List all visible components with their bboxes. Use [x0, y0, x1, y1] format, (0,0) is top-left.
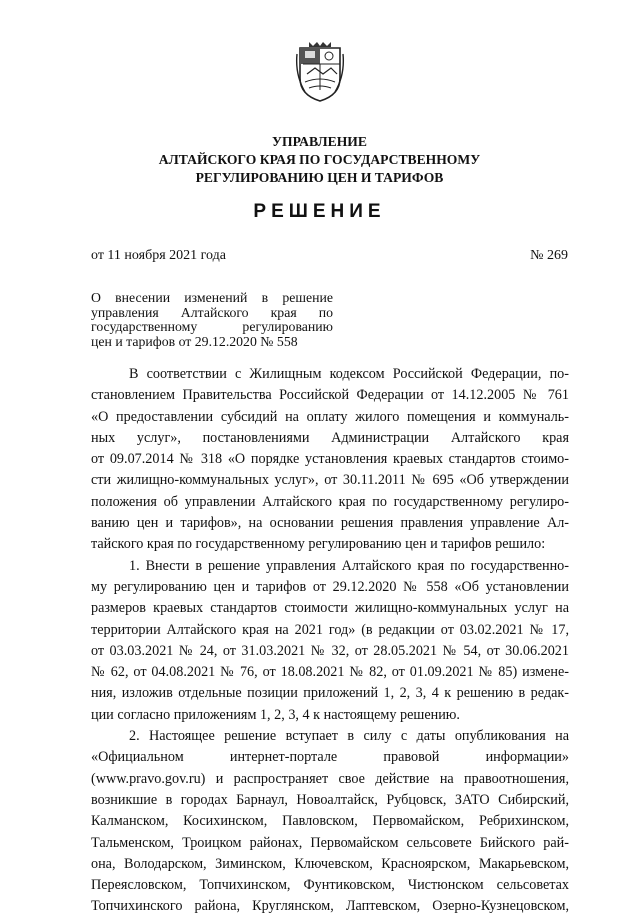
body-line: ции согласно приложениям 1, 2, 3, 4 к настоящему решению.	[91, 706, 460, 723]
authority-header	[0, 133, 639, 187]
subject-line: О внесении изменений в решение	[91, 290, 333, 305]
body-line: ванию цен и тарифов», на основании решения правления управление Ал-	[91, 515, 569, 532]
document-number: № 269	[530, 248, 568, 263]
body-line: становлением Правительства Российской Федерации от 14.12.2005 № 761	[91, 387, 569, 404]
body-line: ных услуг», постановлениями Администрации Алтайского края	[91, 429, 569, 446]
document-subject	[91, 291, 333, 349]
document-title: РЕШЕНИЕ	[253, 201, 386, 222]
body-line: № 62, от 04.08.2021 № 76, от 18.08.2021 № 82, от 01.09.2021 № 85) измене-	[91, 664, 569, 681]
body-line: сти жилищно-коммунальных услуг», от 30.11.2011 № 695 «Об утверждении	[91, 472, 569, 489]
coat-of-arms-emblem	[295, 40, 345, 103]
body-line: «Официальном интернет-портале правовой информации»	[91, 749, 569, 766]
body-line: тайского края по государственному регулированию цен и тарифов решило:	[91, 536, 546, 553]
document-body	[91, 364, 569, 918]
body-line: В соответствии с Жилищным кодексом Российской Федерации, по-	[129, 366, 569, 382]
body-line: она, Володарском, Зиминском, Ключевском, Красноярском, Макарьевском,	[91, 855, 569, 872]
body-line: от 03.03.2021 № 24, от 31.03.2021 № 32, от 28.05.2021 № 54, от 30.06.2021	[91, 642, 569, 659]
body-line: от 09.07.2014 № 318 «О порядке установления краевых стандартов стоимо-	[91, 451, 569, 468]
header-line-1: УПРАВЛЕНИЕ	[272, 134, 367, 149]
body-line: положения об управлении Алтайского края по государственному регулиро-	[91, 493, 569, 510]
subject-line: государственному регулированию	[91, 319, 333, 334]
body-line: Топчихинского района, Круглянском, Лаптевском, Озерно-Кузнецовском,	[91, 898, 569, 915]
body-line: возникшие в городах Барнаул, Новоалтайск, Рубцовск, ЗАТО Сибирский,	[91, 791, 569, 808]
document-date: от 11 ноября 2021 года	[91, 248, 226, 263]
subject-line: управления Алтайского края по	[91, 304, 333, 320]
body-line: 2. Настоящее решение вступает в силу с даты опубликования на	[129, 728, 569, 745]
body-line: территории Алтайского края на 2021 год» (в редакции от 03.02.2021 № 17,	[91, 621, 569, 638]
body-line: «О предоставлении субсидий на оплату жилого помещения и коммуналь-	[91, 408, 569, 425]
body-line: Калманском, Косихинском, Павловском, Первомайском, Ребрихинском,	[91, 813, 569, 830]
body-line: Тальменском, Троицком районах, Первомайском сельсовете Бийского рай-	[91, 834, 569, 851]
header-line-2: АЛТАЙСКОГО КРАЯ ПО ГОСУДАРСТВЕННОМУ	[158, 152, 481, 167]
body-line: му регулированию цен и тарифов от 29.12.2020 № 558 «Об установлении	[91, 578, 569, 595]
subject-line: цен и тарифов от 29.12.2020 № 558	[91, 333, 298, 349]
body-line: 1. Внести в решение управления Алтайского края по государственно-	[129, 557, 569, 574]
body-line: (www.pravo.gov.ru) и распространяет свое действие на правоотношения,	[91, 770, 569, 787]
body-line: ния, изложив отдельные позиции приложений 1, 2, 3, 4 к решению в редак-	[91, 685, 569, 702]
body-line: размеров краевых стандартов стоимости жилищно-коммунальных услуг на	[91, 600, 569, 617]
header-line-3: РЕГУЛИРОВАНИЮ ЦЕН И ТАРИФОВ	[195, 170, 444, 185]
body-line: Переясловском, Топчихинском, Фунтиковском, Чистюнском сельсоветах	[91, 877, 569, 894]
